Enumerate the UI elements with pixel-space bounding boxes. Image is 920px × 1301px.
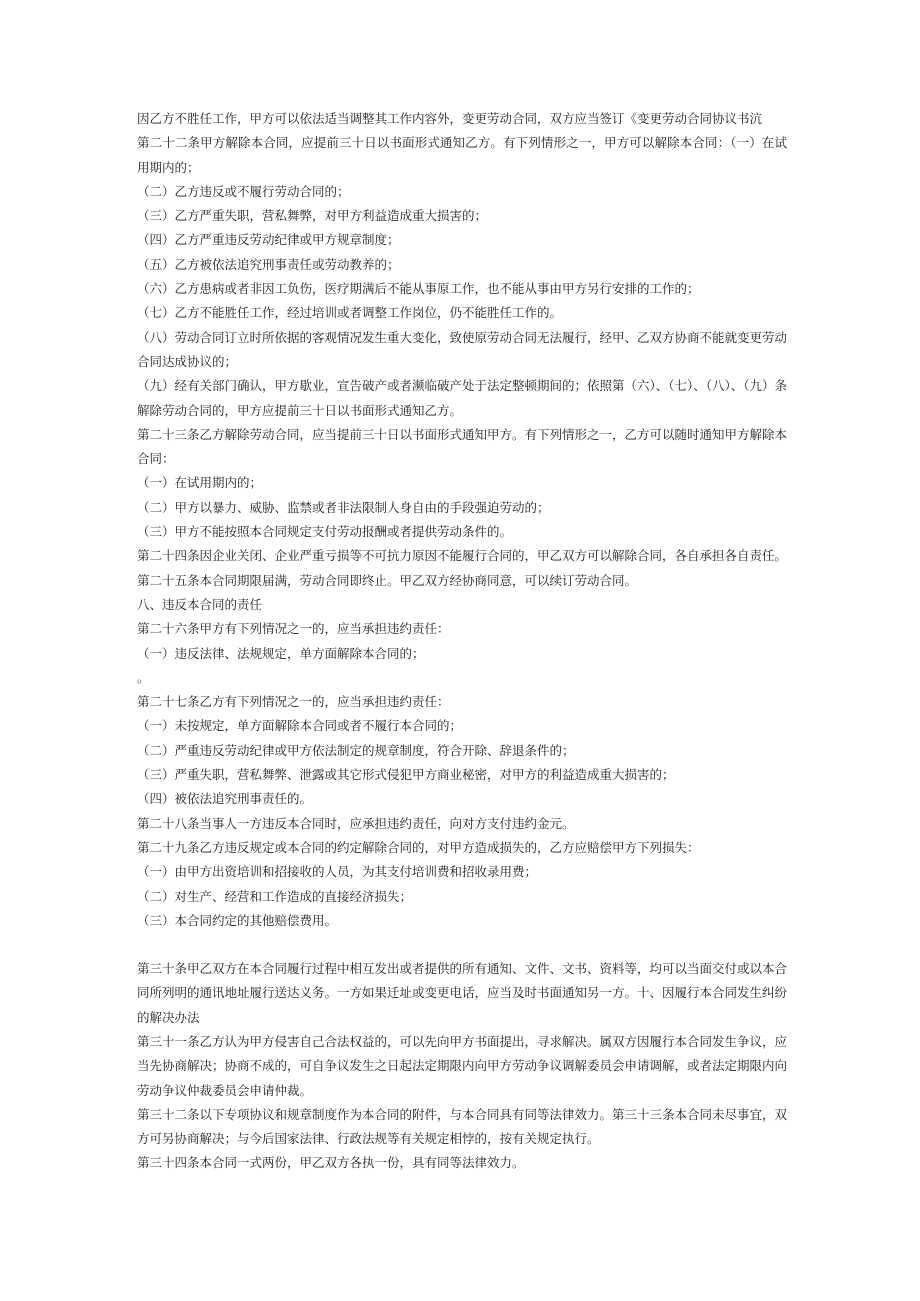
paragraph-33: 第三十四条本合同一式两份，甲乙双方各执一份，具有同等法律效力。 [137, 1155, 525, 1171]
paragraph-23: （三）严重失职，营私舞弊、泄露或其它形式侵犯甲方商业秘密，对甲方的利益造成重大损害的； [137, 767, 675, 783]
paragraph-6: （六）乙方患病或者非因工负伤，医疗期满后不能从事原工作，也不能从事由甲方另行安排的工作的； [137, 281, 700, 297]
paragraph-7: （七）乙方不能胜任工作，经过培训或者调整工作岗位，仍不能胜任工作的。 [137, 305, 563, 321]
paragraph-2: （二）乙方违反或不履行劳动合同的； [137, 183, 350, 199]
paragraph-18: （一）违反法律、法规规定，单方面解除本合同的； [137, 645, 425, 661]
paragraph-27: （一）由甲方出资培训和招接收的人员，为其支付培训费和招收录用费； [137, 864, 538, 880]
document-body [137, 107, 787, 1176]
paragraph-9: （九）经有关部门确认，甲方歇业，宣告破产或者濒临破产处于法定整顿期间的；依照第（六）、（七）、（八）、（九）条解除劳动合同的，甲方应提前三十日以书面形式通知乙方。 [137, 378, 788, 418]
paragraph-25: 第二十八条当事人一方违反本合同时，应承担违约责任，向对方支付违约金元。 [137, 815, 575, 831]
paragraph-21: （一）未按规定，单方面解除本合同或者不履行本合同的； [137, 718, 463, 734]
paragraph-14: 第二十四条因企业关闭、企业严重亏损等不可抗力原因不能履行合同的，甲乙双方可以解除合同，各自承担各自责任。 [137, 548, 788, 564]
paragraph-gap [137, 933, 787, 957]
paragraph-0: 因乙方不胜任工作，甲方可以依法适当调整其工作内容外，变更劳动合同，双方应当签订《变更劳动合同协议书沆 [137, 111, 763, 126]
paragraph-4: （四）乙方严重违反劳动纪律或甲方规章制度； [137, 232, 400, 248]
paragraph-20: 第二十七条乙方有下列情况之一的，应当承担违约责任： [137, 694, 450, 710]
section-heading: 八、违反本合同的责任 [137, 596, 263, 612]
paragraph-11: （一）在试用期内的； [137, 475, 263, 491]
paragraph-28: （二）对生产、经营和工作造成的直接经济损失； [137, 888, 413, 904]
paragraph-10: 第二十三条乙方解除劳动合同，应当提前三十日以书面形式通知甲方。有下列情形之一，乙方可以随时通知甲方解除本合同： [137, 426, 788, 467]
paragraph-32: 第三十二条以下专项协议和规章制度作为本合同的附件，与本合同具有同等法律效力。第三十三条本合同未尽事宜，双方可另协商解决；与今后国家法律、行政法规等有关规定相悖的，按有关规定执行。 [137, 1106, 788, 1147]
paragraph-17: 第二十六条甲方有下列情况之一的，应当承担违约责任： [137, 621, 450, 637]
paragraph-22: （二）严重违反劳动纪律或甲方依法制定的规章制度，符合开除、辞退条件的； [137, 742, 575, 758]
paragraph-29: （三）本合同约定的其他赔偿费用。 [137, 912, 338, 928]
paragraph-31: 第三十一条乙方认为甲方侵害自己合法权益的，可以先向甲方书面提出，寻求解决。属双方因履行本合同发生争议，应当先协商解决；协商不成的，可自争议发生之日起法定期限内向甲方劳动争议调解委员会申请调解，或者法定期限内向劳动争议仲裁委员会申请仲裁。 [137, 1033, 788, 1098]
paragraph-1: 第二十二条甲方解除本合同，应提前三十日以书面形式通知乙方。有下列情形之一，甲方可以解除本合同：（一）在试用期内的； [137, 135, 787, 175]
paragraph-5: （五）乙方被依法追究刑事责任或劳动教养的； [137, 256, 400, 272]
paragraph-12: （二）甲方以暴力、威胁、监禁或者非法限制人身自由的手段强迫劳动的； [137, 499, 550, 515]
paragraph-8: （八）劳动合同订立时所依据的客观情况发生重大变化，致使原劳动合同无法履行，经甲、乙双方协商不能就变更劳动合同达成协议的； [137, 329, 788, 369]
paragraph-19: 。 [137, 669, 150, 685]
paragraph-13: （三）甲方不能按照本合同规定支付劳动报酬或者提供劳动条件的。 [137, 524, 513, 540]
paragraph-3: （三）乙方严重失职，营私舞弊，对甲方利益造成重大损害的； [137, 208, 488, 224]
paragraph-24: （四）被依法追究刑事责任的。 [137, 791, 313, 807]
paragraph-26: 第二十九条乙方违反规定或本合同的约定解除合同的，对甲方造成损失的，乙方应赔偿甲方下列损失： [137, 839, 700, 855]
paragraph-30: 第三十条甲乙双方在本合同履行过程中相互发出或者提供的所有通知、文件、文书、资料等，均可以当面交付或以本合同所列明的通讯地址履行送达义务。一方如果迁址或变更电话，应当及时书面通知另一方。十、因履行本合同发生纠纷的解决办法 [137, 961, 788, 1025]
paragraph-15: 第二十五条本合同期限届满，劳动合同即终止。甲乙双方经协商同意，可以续订劳动合同。 [137, 572, 638, 588]
